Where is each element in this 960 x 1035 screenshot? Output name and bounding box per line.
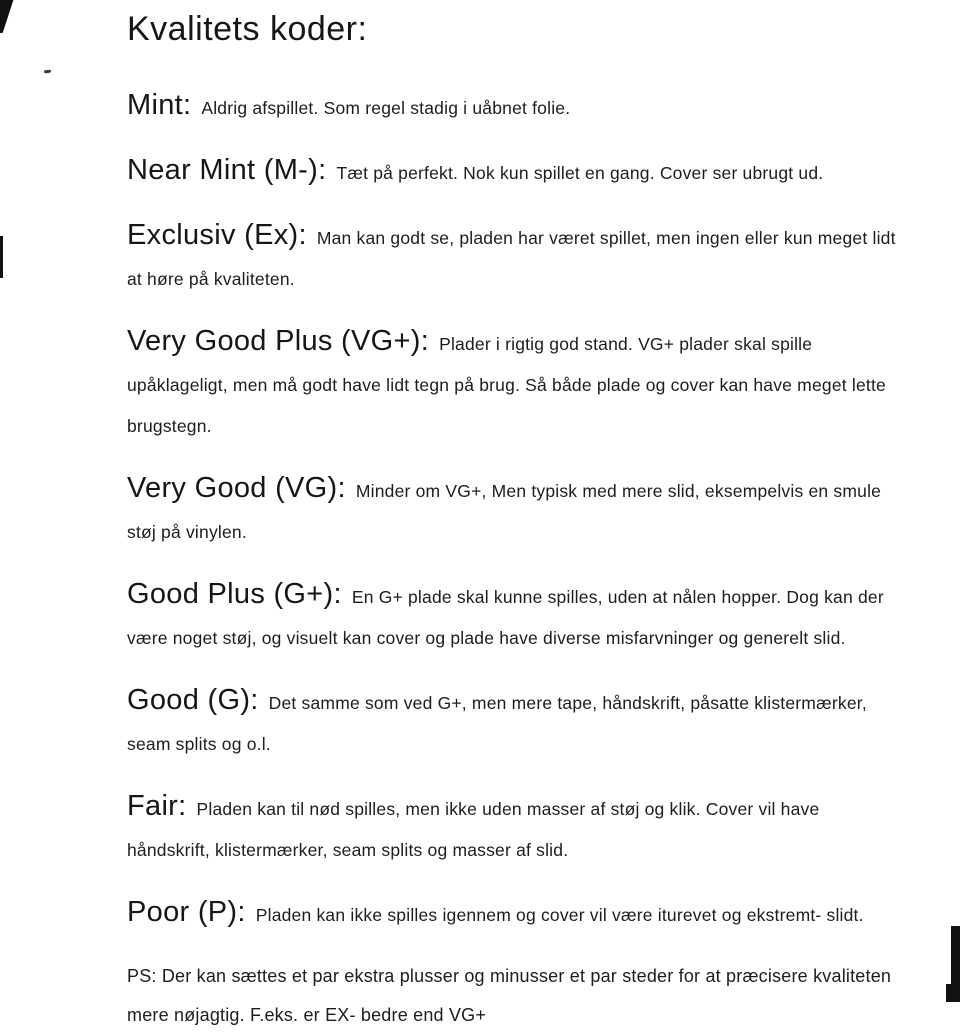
grade-term: Exclusiv (Ex): [127, 219, 307, 251]
grade-term: Fair: [127, 790, 187, 822]
grade-description: Pladen kan til nød spilles, men ikke uden masser af støj og klik. Cover vil have håndskrift, klistermærker, seam splits og masser af slid. [127, 799, 820, 860]
grade-entry-mint [127, 85, 902, 129]
grade-term: Mint: [127, 89, 192, 121]
grade-term: Poor (P): [127, 896, 246, 928]
scan-artifact-bottom-right-corner [946, 984, 960, 1002]
grade-description: En G+ plade skal kunne spilles, uden at nålen hopper. Dog kan der være noget støj, og visuelt kan cover og plade have diverse misfarvninger og generelt slid. [127, 587, 884, 648]
grade-entry-poor [127, 892, 902, 936]
grade-description: Aldrig afspillet. Som regel stadig i uåbnet folie. [201, 98, 571, 118]
grade-entry-very-good-plus [127, 321, 902, 447]
grade-entry-very-good [127, 468, 902, 553]
grade-description: Det samme som ved G+, men mere tape, håndskrift, påsatte klistermærker, seam splits og o.l. [127, 693, 867, 754]
grade-description: Tæt på perfekt. Nok kun spillet en gang. Cover ser ubrugt ud. [336, 163, 824, 183]
grade-description: Pladen kan ikke spilles igennem og cover vil være iturevet og ekstremt- slidt. [255, 905, 864, 925]
grade-term: Near Mint (M-): [127, 154, 327, 186]
ps-note: PS: Der kan sættes et par ekstra plusser og minusser et par steder for at præcisere kvaliteten mere nøjagtig. F.eks. er EX- bedre end VG+ [127, 966, 892, 1025]
grade-entry-exclusiv [127, 215, 902, 300]
page-title: Kvalitets koder: [127, 10, 368, 48]
grade-entry-good [127, 680, 902, 765]
grade-entry-fair [127, 786, 902, 871]
grade-term: Very Good Plus (VG+): [127, 325, 430, 357]
grade-entry-good-plus [127, 574, 902, 659]
grade-description: Plader i rigtig god stand. VG+ plader skal spille upåklageligt, men må godt have lidt tegn på brug. Så både plade og cover kan have meget lette brugstegn. [127, 334, 886, 436]
scan-artifact-left-edge-line [0, 236, 3, 278]
grade-term: Very Good (VG): [127, 472, 346, 504]
grade-term: Good Plus (G+): [127, 578, 342, 610]
grade-entry-near-mint [127, 150, 902, 194]
grade-term: Good (G): [127, 684, 259, 716]
grade-description: Minder om VG+, Men typisk med mere slid, eksempelvis en smule støj på vinylen. [127, 481, 882, 542]
grade-description: Man kan godt se, pladen har været spillet, men ingen eller kun meget lidt at høre på kvaliteten. [127, 228, 896, 289]
